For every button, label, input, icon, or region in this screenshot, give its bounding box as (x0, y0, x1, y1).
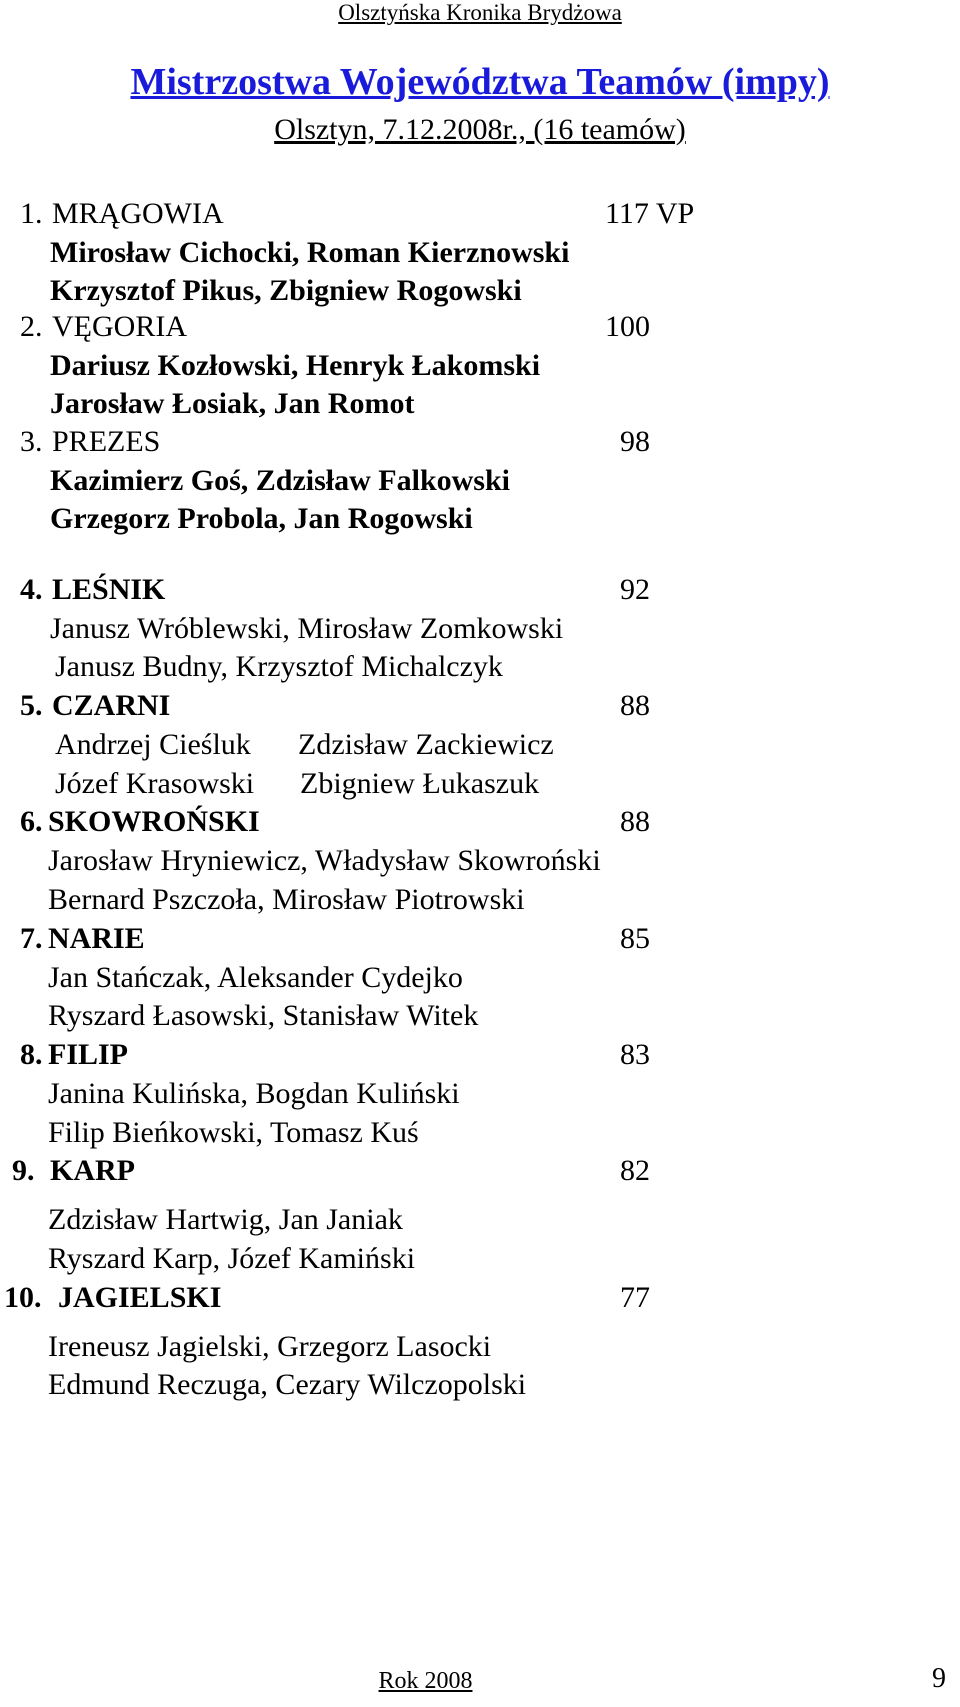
players-line: Janusz Wróblewski, Mirosław Zomkowski (50, 612, 564, 645)
team-name: NARIE (48, 922, 145, 955)
rank-number: 5. (20, 689, 43, 722)
document-title: Mistrzostwa Województwa Teamów (impy) (130, 61, 830, 103)
team-score: 85 (620, 922, 650, 955)
team-name: FILIP (48, 1038, 129, 1071)
player-name: Zbigniew Łukaszuk (300, 767, 540, 800)
page-footer: Rok 2008 (378, 1668, 473, 1694)
players-line: Kazimierz Goś, Zdzisław Falkowski (50, 464, 510, 497)
players-line: Jan Stańczak, Aleksander Cydejko (48, 961, 463, 994)
players-line: Jarosław Łosiak, Jan Romot (50, 387, 415, 420)
players-line: Janina Kulińska, Bogdan Kuliński (48, 1077, 460, 1110)
rank-number: 9. (12, 1154, 35, 1187)
players-line: Filip Bieńkowski, Tomasz Kuś (48, 1116, 419, 1149)
team-name: LEŚNIK (52, 573, 166, 606)
rank-number: 6. (20, 805, 43, 838)
team-score: 82 (620, 1154, 650, 1187)
players-line: Janusz Budny, Krzysztof Michalczyk (55, 650, 503, 683)
page-number: 9 (932, 1663, 946, 1694)
team-name: CZARNI (52, 689, 171, 722)
rank-number: 3. (20, 425, 43, 458)
team-score: 88 (620, 805, 650, 838)
team-name: SKOWROŃSKI (48, 805, 260, 838)
players-line: Ryszard Łasowski, Stanisław Witek (48, 999, 479, 1032)
team-name: KARP (50, 1154, 135, 1187)
player-name: Andrzej Cieśluk (55, 728, 251, 761)
team-name: JAGIELSKI (58, 1281, 222, 1314)
players-line: Jarosław Hryniewicz, Władysław Skowroński (48, 844, 601, 877)
players-line: Mirosław Cichocki, Roman Kierznowski (50, 236, 570, 269)
rank-number: 7. (20, 922, 43, 955)
rank-number: 1. (20, 197, 43, 230)
player-name: Zdzisław Zackiewicz (298, 728, 554, 761)
players-line: Krzysztof Pikus, Zbigniew Rogowski (50, 274, 522, 307)
team-score: 100 (605, 310, 650, 343)
player-name: Józef Krasowski (55, 767, 255, 800)
page-header: Olsztyńska Kronika Brydżowa (338, 0, 622, 25)
team-score: 92 (620, 573, 650, 606)
rank-number: 4. (20, 573, 43, 606)
players-line: Ireneusz Jagielski, Grzegorz Lasocki (48, 1330, 492, 1363)
team-name: PREZES (52, 425, 161, 458)
team-score: 77 (620, 1281, 650, 1314)
rank-number: 8. (20, 1038, 43, 1071)
team-score: 88 (620, 689, 650, 722)
players-line: Edmund Reczuga, Cezary Wilczopolski (48, 1368, 527, 1401)
team-name: VĘGORIA (52, 310, 187, 343)
rank-number: 10. (4, 1281, 42, 1314)
players-line: Grzegorz Probola, Jan Rogowski (50, 502, 473, 535)
team-score: 117 VP (605, 197, 695, 230)
players-line: Dariusz Kozłowski, Henryk Łakomski (50, 349, 541, 382)
players-line: Ryszard Karp, Józef Kamiński (48, 1242, 416, 1275)
rank-number: 2. (20, 310, 43, 343)
players-line: Bernard Pszczoła, Mirosław Piotrowski (48, 883, 525, 916)
team-score: 98 (620, 425, 650, 458)
team-score: 83 (620, 1038, 650, 1071)
players-line: Zdzisław Hartwig, Jan Janiak (48, 1203, 403, 1236)
team-name: MRĄGOWIA (52, 197, 224, 230)
document-subtitle: Olsztyn, 7.12.2008r., (16 teamów) (274, 113, 686, 146)
